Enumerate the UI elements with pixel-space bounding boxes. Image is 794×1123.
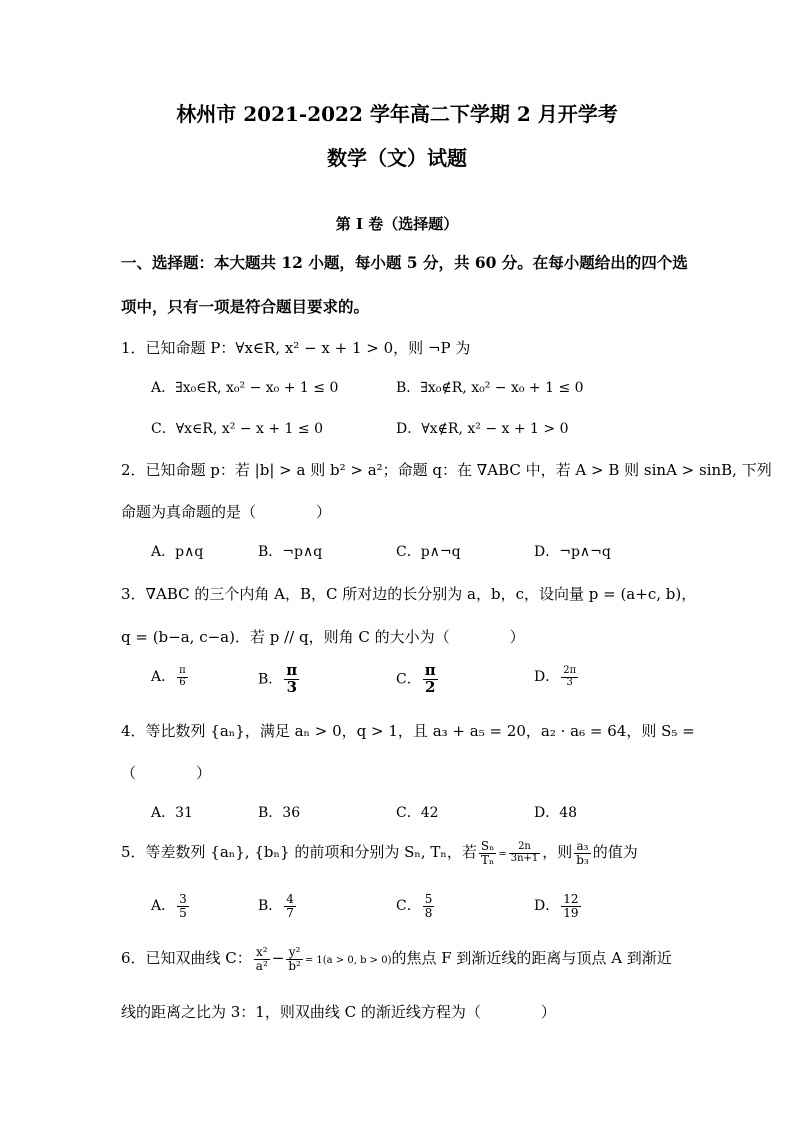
fraction: $\frac{\pi}{2}$: [424, 661, 436, 696]
q5-option-c: [396, 893, 436, 919]
q1-option-d: D．∀x∉R, x² − x + 1 > 0: [396, 421, 569, 437]
q4-option-b: B．36: [258, 805, 301, 821]
q2-option-c: C．p∧¬q: [396, 544, 461, 560]
option-letter: D．: [534, 669, 560, 685]
q1-option-b: B．∃x₀∉R, x₀² − x₀ + 1 ≤ 0: [396, 380, 584, 396]
instructions-line-2: 项中，只有一项是符合题目要求的。: [121, 297, 370, 316]
q1-stem: 1．已知命题 P：∀x∈R, x² − x + 1 > 0，则 ¬P 为: [121, 339, 471, 357]
fraction: $\frac{\pi}{6}$: [179, 665, 186, 688]
q5-option-b: [258, 893, 298, 919]
q5-option-a: [151, 893, 191, 919]
q4-stem-line-1: 4．等比数列 {aₙ}，满足 aₙ > 0，q > 1，且 a₃ + a₅ = 20，a₂ · a₆ = 64，则 S₅ =: [121, 722, 695, 740]
exam-title: 林州市 2021-2022 学年高二下学期 2 月开学考: [176, 102, 618, 126]
fraction: $\frac{\text{y²}}{\text{b²}}$: [288, 945, 301, 973]
q4-option-d: D．48: [534, 805, 578, 821]
option-letter: C．: [396, 671, 421, 688]
q6-stem-line-1: 6．已知双曲线 C： $\frac{\text{x²}}{\text{a²}}$ − $\frac{\text{y²}}{\text{b²}}$ = 1(a > 0, b > 0)的焦点 F 到渐近线的距离与顶点 A 到渐近: [121, 945, 672, 973]
fraction: $\frac{2n}{3n+1}$: [510, 841, 539, 864]
fraction: $\frac{4}{7}$: [286, 892, 294, 920]
fraction: $\frac{2\pi}{3}$: [563, 665, 577, 688]
q3-option-d: [534, 666, 580, 688]
option-letter: A．: [151, 898, 176, 915]
fraction: $\frac{\text{Sₙ}}{\text{Tₙ}}$: [480, 839, 495, 867]
section-heading: 第 I 卷（选择题）: [335, 215, 459, 233]
option-letter: A．: [151, 669, 176, 685]
fraction: $\frac{\text{x²}}{\text{a²}}$: [255, 945, 268, 973]
instructions-line-1: 一、选择题：本大题共 12 小题，每小题 5 分，共 60 分。在每小题给出的四个选: [121, 253, 688, 272]
q5-option-d: [534, 893, 583, 919]
q2-option-b: B．¬p∧q: [258, 544, 323, 560]
q1-option-a: A．∃x₀∈R, x₀² − x₀ + 1 ≤ 0: [151, 380, 339, 396]
q3-option-b: [258, 663, 301, 696]
q3-option-c: [396, 663, 440, 696]
exam-subtitle: 数学（文）试题: [327, 146, 467, 170]
fraction: $\frac{\text{a₃}}{\text{b₃}}$: [576, 839, 589, 867]
q3-stem-line-1: 3．∇ABC 的三个内角 A，B，C 所对边的长分别为 a，b，c，设向量 p = (a+c, b)，: [121, 585, 697, 603]
fraction: $\frac{3}{5}$: [179, 892, 187, 920]
fraction: $\frac{\pi}{3}$: [286, 661, 298, 696]
q1-option-c: C．∀x∈R, x² − x + 1 ≤ 0: [151, 421, 323, 437]
q4-option-c: C．42: [396, 805, 439, 821]
q6-stem-line-2: 线的距离之比为 3：1，则双曲线 C 的渐近线方程为（ ）: [121, 1003, 556, 1021]
option-letter: B．: [258, 671, 283, 688]
q4-stem-line-2: （ ）: [121, 764, 212, 782]
q2-stem-line-1: 2．已知命题 p：若 |b| > a 则 b² > a²；命题 q：在 ∇ABC 中，若 A > B 则 sinA > sinB, 下列: [121, 461, 772, 479]
q2-option-a: A．p∧q: [151, 544, 204, 560]
q2-stem-line-2: 命题为真命题的是（ ）: [121, 503, 332, 521]
fraction: $\frac{5}{8}$: [424, 892, 433, 920]
q5-stem: 5．等差数列 {aₙ}, {bₙ} 的前项和分别为 Sₙ, Tₙ，若 $\frac{\text{Sₙ}}{\text{Tₙ}}$ = $\frac{2n}{3n+1}$ ，则 $\frac{\text{a₃}}{\text{b₃}}$ 的值为: [121, 839, 638, 867]
q3-option-a: [151, 666, 190, 688]
q3-stem-line-2: q = (b−a, c−a)．若 p // q，则角 C 的大小为（ ）: [121, 628, 525, 646]
q4-option-a: A．31: [151, 805, 193, 821]
fraction: $\frac{12}{19}$: [563, 892, 579, 920]
option-letter: D．: [534, 898, 560, 915]
option-letter: B．: [258, 898, 283, 915]
q2-option-d: D．¬p∧¬q: [534, 544, 611, 560]
option-letter: C．: [396, 898, 421, 915]
